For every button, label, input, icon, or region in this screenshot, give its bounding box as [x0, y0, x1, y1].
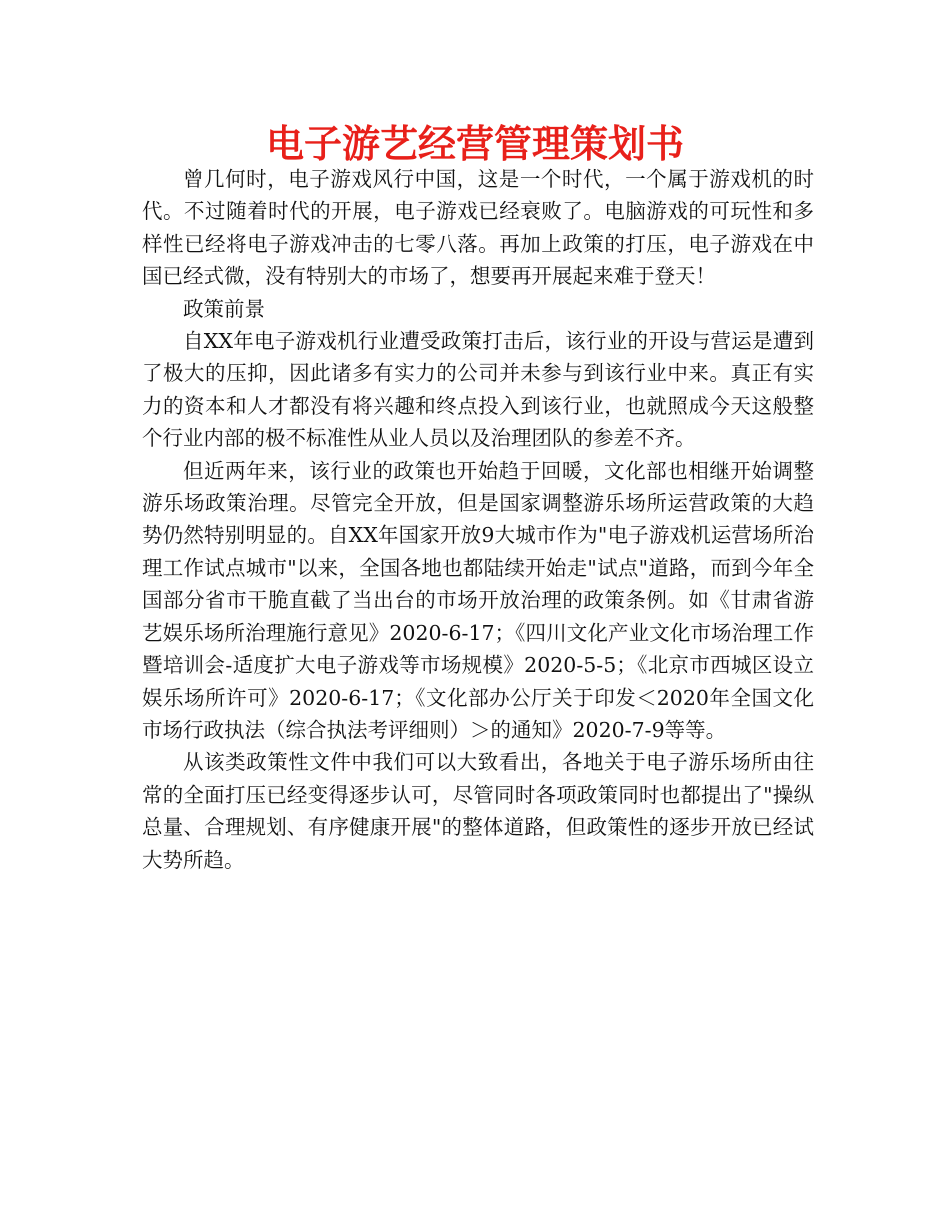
paragraph-policy-recent: 但近两年来，该行业的政策也开始趋于回暖，文化部也相继开始调整游乐场政策治理。尽管完全开放，但是国家调整游乐场所运营政策的大趋势仍然特别明显的。自XX年国家开放9大城市作为"电子游戏机运营场所治理工作试点城市"以来，全国各地也都陆续开始走"试点"道路，而到今年全国部分省市干脆直截了当出台的市场开放治理的政策条例。如《甘肃省游艺娱乐场所治理施行意见》2020-6-17；《四川文化产业文化市场治理工作暨培训会-适度扩大电子游戏等市场规模》2020-5-5；《北京市西城区设立娱乐场所许可》2020-6-17；《文化部办公厅关于印发＜2020年全国文化市场行政执法（综合执法考评细则）＞的通知》2020-7-9等等。 [142, 458, 814, 742]
section-heading-policy: 政策前景 [183, 296, 265, 321]
paragraph-intro: 曾几何时，电子游戏风行中国，这是一个时代，一个属于游戏机的时代。不过随着时代的开展，电子游戏已经衰败了。电脑游戏的可玩性和多样性已经将电子游戏冲击的七零八落。再加上政策的打压，电子游戏在中国已经式微，没有特别大的市场了，想要再开展起来难于登天！ [142, 167, 814, 289]
paragraph-policy-history: 自XX年电子游戏机行业遭受政策打击后，该行业的开设与营运是遭到了极大的压抑，因此诸多有实力的公司并未参与到该行业中来。真正有实力的资本和人才都没有将兴趣和终点投入到该行业，也就照成今天这般整个行业内部的极不标准性从业人员以及治理团队的参差不齐。 [142, 329, 814, 451]
document-title: 电子游艺经营管理策划书 [265, 122, 684, 166]
document-body [142, 163, 814, 876]
paragraph-policy-conclusion: 从该类政策性文件中我们可以大致看出，各地关于电子游乐场所由往常的全面打压已经变得逐步认可，尽管同时各项政策同时也都提出了"操纵总量、合理规划、有序健康开展"的整体道路，但政策性的逐步开放已经试大势所趋。 [142, 750, 814, 872]
